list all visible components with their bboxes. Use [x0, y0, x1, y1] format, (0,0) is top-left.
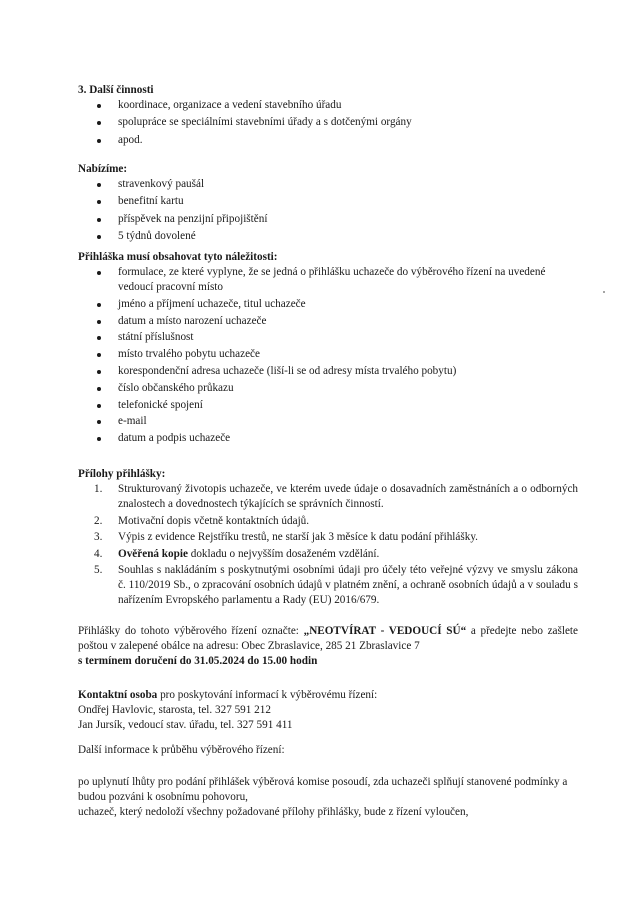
- submission-text: [78, 624, 578, 654]
- deadline-text: s termínem doručení do 31.05.2024 do 15.00 hodin: [78, 655, 318, 667]
- item-number: 1.: [94, 483, 103, 495]
- item-text: Výpis z evidence Rejstříku trestů, ne starší jak 3 měsíce k datu podání přihlášky.: [118, 531, 478, 544]
- item-text: dokladu o nejvyšším dosaženém vzdělání.: [187, 547, 380, 560]
- list-item: jméno a příjmení uchazeče, titul uchazeče: [78, 297, 578, 312]
- submission-intro: Přihlášky do tohoto výběrového řízení označte:: [78, 625, 304, 637]
- further-info-heading-block: [78, 743, 578, 758]
- further-info-paragraph: po uplynutí lhůty pro podání přihlášek výběrová komise posoudí, zda uchazeči splňují stanovené podmínky a budou pozváni k osobnímu pohovoru,: [78, 776, 568, 803]
- section-heading: Přílohy přihlášky:: [78, 468, 166, 480]
- list-item: datum a místo narození uchazeče: [78, 314, 578, 329]
- item-number: 5.: [94, 564, 103, 577]
- item-number: 2.: [94, 514, 103, 527]
- section-application-requirements: [78, 250, 578, 448]
- list-item: spolupráce se speciálními stavebními úřady a s dotčenými orgány: [78, 115, 578, 130]
- list-item: benefitní kartu: [78, 194, 578, 209]
- list-item: místo trvalého pobytu uchazeče: [78, 347, 578, 362]
- scan-speck: [603, 291, 605, 293]
- contact-label: Kontaktní osoba: [78, 689, 158, 701]
- list-item: formulace, ze které vyplyne, že se jedná o přihlášku uchazeče do výběrového řízení na uvedené vedoucí pracovní místo: [78, 265, 578, 295]
- item-number: 4.: [94, 547, 103, 560]
- section-heading: Přihláška musí obsahovat tyto náležitosti:: [78, 251, 278, 263]
- list-item: apod.: [78, 133, 578, 148]
- contact-section: [78, 688, 578, 733]
- numbered-list: [78, 482, 578, 608]
- envelope-label: „NEOTVÍRAT - VEDOUCÍ SÚ“: [303, 625, 467, 637]
- bullet-list: [78, 177, 578, 244]
- contact-person: Jan Jursík, vedoucí stav. úřadu, tel. 327 591 411: [78, 719, 293, 731]
- section-heading: 3. Další činnosti: [78, 84, 154, 96]
- attachment-item: [78, 547, 578, 562]
- further-info-paragraph: uchazeč, který nedoloží všechny požadované přílohy přihlášky, bude z řízení vyloučen,: [78, 806, 469, 818]
- item-number: 3.: [94, 531, 103, 544]
- attachment-item: [78, 514, 578, 529]
- further-info-heading: Další informace k průběhu výběrového řízení:: [78, 744, 285, 756]
- item-text: Strukturovaný životopis uchazeče, ve kterém uvede údaje o dosavadních zaměstnáních a o odborných znalostech a dovednostech týkajících se správních činností.: [118, 483, 578, 510]
- list-item: telefonické spojení: [78, 398, 578, 413]
- list-item: státní příslušnost: [78, 330, 578, 345]
- list-item: příspěvek na penzijní připojištění: [78, 212, 578, 227]
- section-attachments: [78, 467, 578, 610]
- bullet-list: [78, 98, 578, 148]
- attachment-item: [78, 530, 578, 545]
- list-item: číslo občanského průkazu: [78, 381, 578, 396]
- attachment-item: [78, 482, 578, 512]
- list-item: 5 týdnů dovolené: [78, 229, 578, 244]
- bullet-list: [78, 265, 578, 446]
- item-text: Motivační dopis včetně kontaktních údajů.: [118, 514, 310, 527]
- item-emphasis: Ověřená kopie: [118, 547, 188, 560]
- attachment-item: [78, 563, 578, 608]
- list-item: e-mail: [78, 414, 578, 429]
- list-item: datum a podpis uchazeče: [78, 431, 578, 446]
- contact-heading-rest: pro poskytování informací k výběrovému řízení:: [157, 689, 378, 701]
- section-other-activities: [78, 83, 578, 150]
- submission-paragraph: [78, 624, 578, 669]
- submission-address: a předejte nebo zašlete poštou v zalepené obálce na adresu: Obec Zbraslavice, 285 21 Zbraslavice 7: [78, 625, 579, 652]
- item-text: Souhlas s nakládáním s poskytnutými osobními údaji pro účely této veřejné výzvy ve smyslu zákona č. 110/2019 Sb., o zpracování osobních údajů v platném znění, a ochraně osobních údajů a v souladu s nařízením Evropského parlamentu a Rady (EU) 2016/679.: [118, 564, 578, 607]
- contact-person: Ondřej Havlovic, starosta, tel. 327 591 212: [78, 704, 271, 716]
- section-heading: Nabízíme:: [78, 163, 128, 175]
- contact-heading: [78, 688, 578, 703]
- further-info-body: [78, 775, 578, 820]
- list-item: koordinace, organizace a vedení stavebního úřadu: [78, 98, 578, 113]
- list-item: korespondenční adresa uchazeče (liší-li se od adresy místa trvalého pobytu): [78, 364, 578, 379]
- section-we-offer: [78, 162, 578, 247]
- list-item: stravenkový paušál: [78, 177, 578, 192]
